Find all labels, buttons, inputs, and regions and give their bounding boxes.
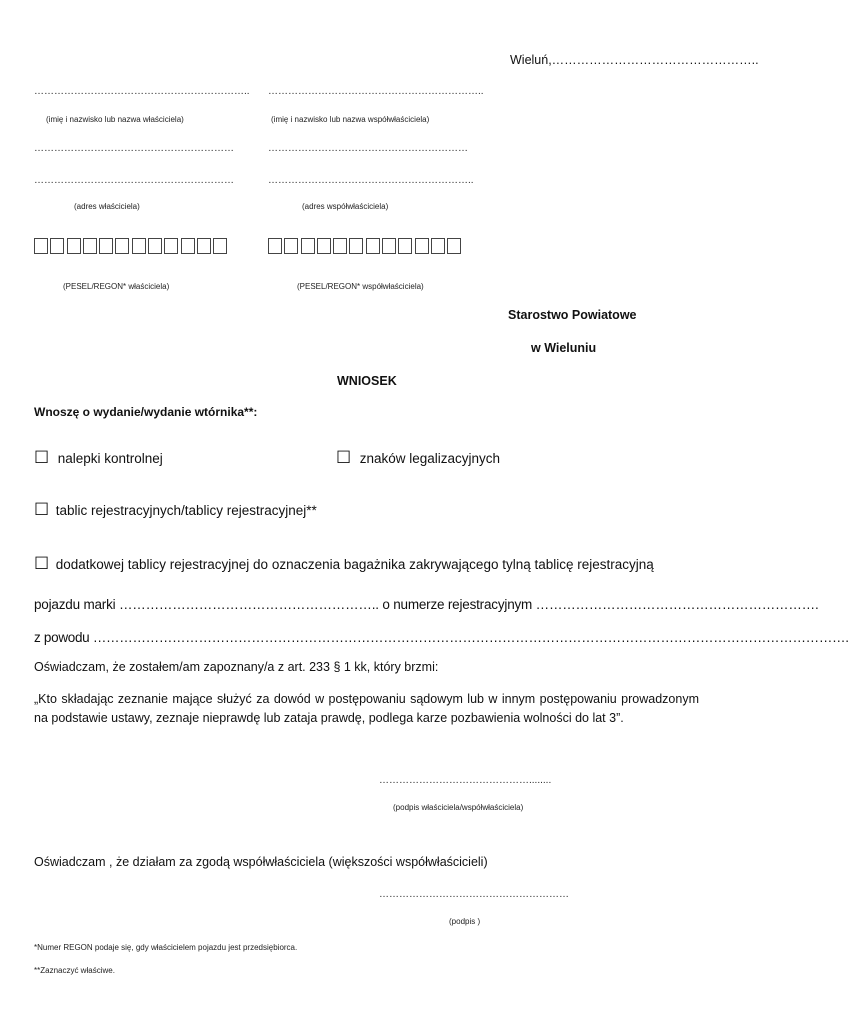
owner-address-label: (adres właściciela) (74, 202, 140, 211)
coowner-name-field[interactable]: ……………………………………………………….. (268, 86, 484, 97)
checkbox-icon[interactable]: ☐ (34, 500, 50, 519)
footnote-regon: *Numer REGON podaje się, gdy właścicielem pojazdu jest przedsiębiorca. (34, 943, 298, 952)
pesel-digit-box[interactable] (382, 238, 396, 254)
coowner-address-line2[interactable]: …………………………………………………….. (268, 175, 474, 186)
pesel-digit-box[interactable] (447, 238, 461, 254)
coowner-address-line1[interactable]: …………………………………………………… (268, 143, 468, 154)
pesel-digit-box[interactable] (164, 238, 178, 254)
footnote-mark: **Zaznaczyć właściwe. (34, 966, 115, 975)
coowner-name-label: (imię i nazwisko lub nazwa współwłaściciela) (271, 115, 430, 124)
form-intro: Wnoszę o wydanie/wydanie wtórnika**: (34, 405, 258, 419)
option-legal-marks[interactable] (336, 449, 500, 468)
pesel-digit-box[interactable] (67, 238, 81, 254)
coowner-pesel-label: (PESEL/REGON* współwłaściciela) (297, 282, 424, 291)
recipient-line1: Starostwo Powiatowe (508, 308, 637, 322)
option-plates[interactable] (34, 501, 317, 520)
signature-label: (podpis właściciela/współwłaściciela) (393, 803, 524, 812)
pesel-digit-box[interactable] (284, 238, 298, 254)
option-sticker-label: nalepki kontrolnej (57, 451, 163, 466)
pesel-digit-box[interactable] (213, 238, 227, 254)
pesel-digit-box[interactable] (115, 238, 129, 254)
option-legal-marks-label: znaków legalizacyjnych (359, 451, 501, 466)
owner-address-line1[interactable]: …………………………………………………… (34, 143, 234, 154)
declaration: Oświadczam, że zostałem/am zapoznany/a z art. 233 § 1 kk, który brzmi: (34, 660, 439, 674)
pesel-digit-box[interactable] (181, 238, 195, 254)
checkbox-icon[interactable]: ☐ (336, 448, 352, 467)
owner-address-line2[interactable]: …………………………………………………… (34, 175, 234, 186)
coowner-pesel-boxes[interactable] (268, 238, 463, 254)
pesel-digit-box[interactable] (398, 238, 412, 254)
recipient-line2: w Wieluniu (531, 341, 597, 355)
pesel-digit-box[interactable] (50, 238, 64, 254)
pesel-digit-box[interactable] (333, 238, 347, 254)
pesel-digit-box[interactable] (415, 238, 429, 254)
pesel-digit-box[interactable] (83, 238, 97, 254)
option-plates-label: tablic rejestracyjnych/tablicy rejestracyjnej** (55, 503, 317, 518)
pesel-digit-box[interactable] (148, 238, 162, 254)
owner-name-field[interactable]: ……………………………………………………….. (34, 86, 250, 97)
pesel-digit-box[interactable] (132, 238, 146, 254)
signature2-field[interactable]: ………………………………………………… (379, 889, 569, 900)
option-additional-plate-label: dodatkowej tablicy rejestracyjnej do oznaczenia bagażnika zakrywającego tylną tablicę rejestracyjną (55, 557, 654, 572)
pesel-digit-box[interactable] (197, 238, 211, 254)
reason-line[interactable]: z powodu ………………………………………………………………………………………………………………………………………………………. (34, 630, 849, 645)
owner-name-label: (imię i nazwisko lub nazwa właściciela) (46, 115, 184, 124)
option-additional-plate[interactable] (34, 555, 654, 574)
pesel-digit-box[interactable] (349, 238, 363, 254)
pesel-digit-box[interactable] (317, 238, 331, 254)
pesel-digit-box[interactable] (301, 238, 315, 254)
pesel-digit-box[interactable] (34, 238, 48, 254)
owner-pesel-boxes[interactable] (34, 238, 229, 254)
pesel-digit-box[interactable] (366, 238, 380, 254)
pesel-digit-box[interactable] (99, 238, 113, 254)
coowner-address-label: (adres współwłaściciela) (302, 202, 389, 211)
pesel-digit-box[interactable] (431, 238, 445, 254)
owner-pesel-label: (PESEL/REGON* właściciela) (63, 282, 170, 291)
signature-field[interactable]: ………………………………………........ (379, 775, 552, 786)
pesel-digit-box[interactable] (268, 238, 282, 254)
consent-statement: Oświadczam , że działam za zgodą współwłaściciela (większości współwłaścicieli) (34, 855, 488, 869)
form-title: WNIOSEK (337, 374, 397, 388)
checkbox-icon[interactable]: ☐ (34, 554, 50, 573)
place-date[interactable]: Wieluń,………………………………………….. (510, 53, 759, 67)
vehicle-line[interactable]: pojazdu marki ………………………………………………….. o numerze rejestracyjnym ………………………………………………………. (34, 597, 819, 612)
signature2-label: (podpis ) (449, 917, 481, 926)
checkbox-icon[interactable]: ☐ (34, 448, 50, 467)
option-sticker[interactable] (34, 449, 163, 468)
legal-quote: „Kto składając zeznanie mające służyć za dowód w postępowaniu sądowym lub w innym postępowaniu prowadzonym na podstawie ustawy, zeznaje nieprawdę lub zataja prawdę, podlega karze pozbawienia wolności do lat 3”. (34, 692, 699, 725)
